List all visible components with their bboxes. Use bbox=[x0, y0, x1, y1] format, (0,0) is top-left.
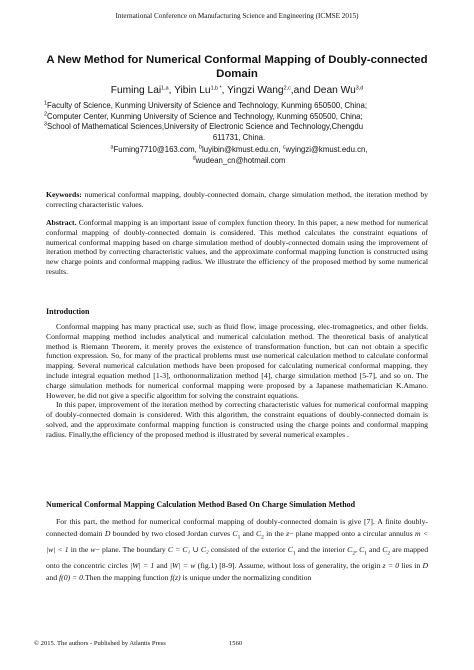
author-sup: 1,a bbox=[161, 85, 169, 92]
abstract-text: Conformal mapping is an important issue of complex function theory. In this paper, a new method for numerical conformal mapping of doubly-connected domain is considered. This method calculates the constraint equations of numerical conformal mapping based on charge simulation method of doubly-connected domain using the improvement of iteration method by correcting characteristic values, and the approximate conformal mapping function is constructed using new charge points and conformal mapping radius. We illustrate the efficiency of the proposed method by some numerical results. bbox=[46, 218, 429, 276]
conference-header: International Conference on Manufacturing Science and Engineering (ICMSE 2015) bbox=[115, 12, 359, 20]
math-expr: m < |w| < 1 bbox=[46, 528, 429, 554]
email-link[interactable]: luyibin@kmust.edu.cn, bbox=[202, 145, 281, 155]
author-name: Fuming Lai bbox=[110, 85, 162, 96]
math-expr: |W| = 1 bbox=[130, 561, 155, 571]
author-name: Yibin Lu bbox=[174, 85, 211, 96]
email-list: $^a$Fuming7710@163.com, $^b$luyibin@kmust.edu.cn, $^c$wyingzi@kmust.edu.cn, $^d$wudean_cn@hotmail.com bbox=[110, 144, 368, 165]
math-expr: |W| = w bbox=[169, 561, 196, 571]
paper-title: A New Method for Numerical Conformal Mapping of Doubly-connected Domain bbox=[46, 54, 428, 80]
author-name: Yingzi Wang bbox=[227, 85, 284, 96]
affiliations bbox=[44, 101, 434, 167]
email-link[interactable]: wudean_cn@hotmail.com bbox=[195, 155, 286, 165]
email-link[interactable]: wyingzi@kmust.edu.cn, bbox=[285, 145, 368, 155]
keywords-text: numerical conformal mapping, doubly-connected domain, charge simulation method, the iteration method by correcting characteristic values. bbox=[46, 190, 429, 209]
page-number: 1560 bbox=[229, 640, 243, 647]
affiliation: $^2$Computer Center, Kunming University of Science and Technology, Kunming 650500, China; bbox=[44, 111, 363, 121]
method-body bbox=[46, 516, 428, 584]
affiliation: 611731, China. bbox=[212, 132, 266, 142]
abstract-label: Abstract. bbox=[46, 218, 77, 227]
math-expr: C = C₁ ∪ C₂ bbox=[167, 544, 209, 554]
math-expr: f(z) bbox=[170, 572, 181, 582]
author-name: Dean Wu bbox=[313, 85, 356, 96]
author-sup: 3,d bbox=[355, 85, 364, 92]
math-expr: z = 0 bbox=[382, 561, 400, 571]
paragraph: In this paper, improvement of the iteration method by correcting characteristic values for numerical conformal mapping of doubly-connected domain is considered. With this algorithm, the constraint equations of doubly-connected domain is solved, and the approximate conformal mapping function is constructed using the charge points and conformal mapping radius. Finally,the efficiency of the proposed method is illustrated by several numerical examples . bbox=[46, 400, 428, 439]
keywords bbox=[46, 190, 428, 210]
math-expr: f(0) = 0 bbox=[59, 572, 84, 582]
paragraph: For this part, the method for numerical conformal mapping of doubly-connected domain is give [7]. A finite doubly-connected domain D bounded by two closed Jordan curves $C_1$ and $C_2$ in the z− plane mapped onto a circular annulus m < |w| < 1 in the w− plane. The boundary C = C₁ ∪ C₂ consisted of the exterior $C_1$ and the interior $C_2$, $C_1$ and $C_2$ are mapped onto the concentric circles |W| = 1 and |W| = w (fig.1) [8-9]. Assume, without loss of generality, the origin z = 0 lies in D and f(0) = 0.Then the mapping function f(z) is unique under the normalizing condition bbox=[46, 517, 429, 582]
author-sup: 2,c bbox=[283, 85, 291, 92]
author-sup: 1,b * bbox=[210, 85, 222, 92]
paragraph: Conformal mapping has many practical use, such as fluid flow, image processing, elec-tromagnetics, and other fields. Conformal mapping method includes analytical and numerical calculation method. The theoretical basis of analytical method is Riemann Theorem, it merely proves the existence of transformation function, but can not obtain a specific function expression. So, for many of the practical problems must use numerical calculation method to calculate conformal mapping. Several numerical calculation methods have been proposed for calculating numerical conformal mapping, they include integral equation method [1-3], orthonormalization method [4], charge simulation method [5-7], and so on. The charge simulation methods for numerical conformal mapping were proposed by a Japanese mathematician K.Amano. However, he did not give a specific algorithm for solving the constraint equations. bbox=[46, 322, 428, 400]
affiliation: $^1$Faculty of Science, Kunming University of Science and Technology, Kunming 650500, China; bbox=[44, 100, 367, 110]
affiliation: $^3$School of Mathematical Sciences,University of Electronic Science and Technology,Chengdu bbox=[44, 121, 364, 132]
copyright: © 2015. The authors - Published by Atlantis Press bbox=[34, 640, 166, 647]
section-heading-introduction: Introduction bbox=[46, 307, 90, 316]
math-var: D bbox=[104, 528, 111, 538]
abstract bbox=[46, 218, 428, 277]
section-heading-method: Numerical Conformal Mapping Calculation Method Based On Charge Simulation Method bbox=[46, 500, 356, 509]
author-list: Fuming Lai$^{1,a}$, Yibin $Lu^{1,b *}$, Yingzi Wang$^{2,c}$,and Dean Wu$^{3,d}$ bbox=[110, 85, 364, 96]
introduction-body bbox=[46, 322, 428, 440]
email-link[interactable]: Fuming7710@163.com, bbox=[113, 145, 197, 155]
keywords-label: Keywords: bbox=[46, 190, 82, 199]
